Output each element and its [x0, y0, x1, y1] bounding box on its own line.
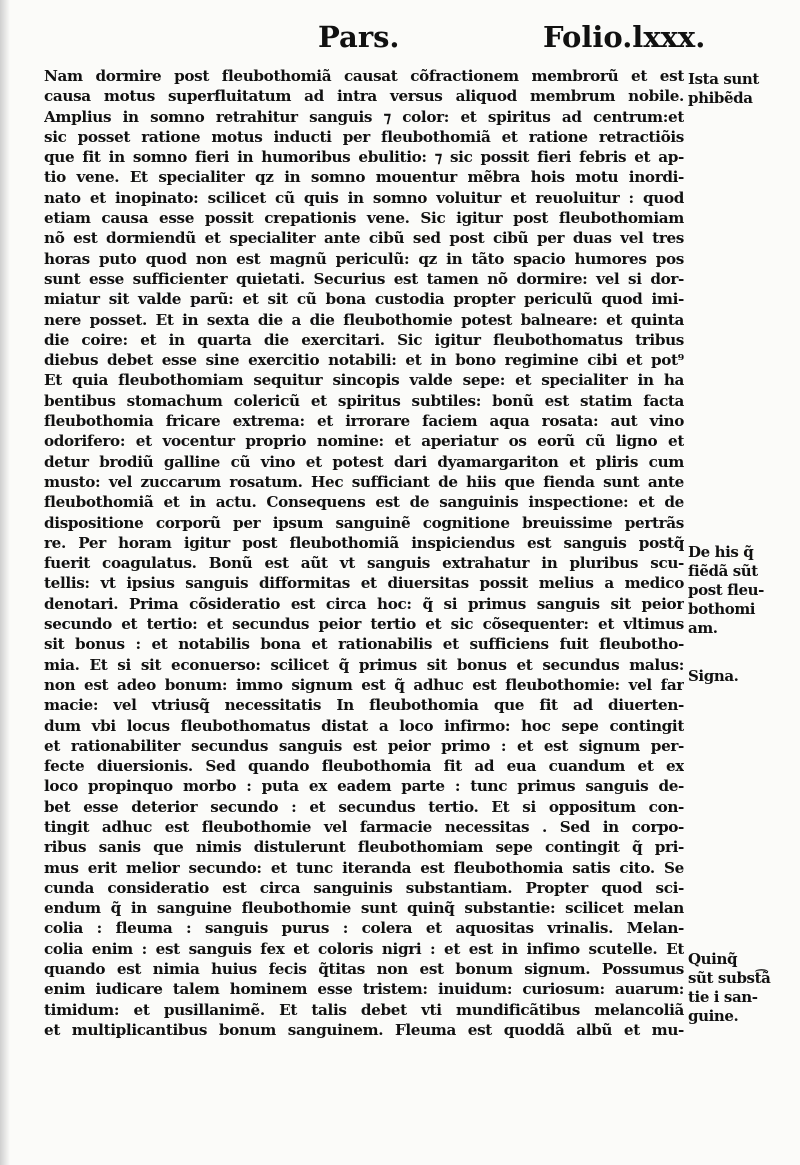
text-line: tio vene. Et specialiter qz in somno mouentur mẽbra hois motu inordi-: [44, 168, 684, 187]
text-line: diebus debet esse sine exercitio notabili: et in bono regimine cibi et pot⁹: [44, 351, 684, 370]
text-line: denotari. Prima cõsideratio est circa hoc: q̃ si primus sanguis sit peior: [44, 594, 684, 613]
text-line: dum vbi locus fleubothomatus distat a loco infirmo: hoc sepe contingit: [44, 716, 684, 735]
text-line: tellis: vt ipsius sanguis difformitas et diuersitas possit melius a medico: [44, 574, 684, 593]
margin-note-line: am.: [688, 619, 718, 637]
text-line: sit bonus : et notabilis bona et rationabilis et sufficiens fuit fleubotho-: [44, 635, 684, 654]
scan-edge-shadow: [0, 0, 10, 1165]
page-header: [0, 20, 800, 60]
text-line: que fit in somno fieri in humoribus ebulitio: ⁊ sic possit fieri febris et ap-: [44, 148, 684, 167]
text-line: loco propinquo morbo : puta ex eadem parte : tunc primus sanguis de-: [44, 777, 684, 796]
text-line: odorifero: et vocentur proprio nomine: et aperiatur os eorũ cũ ligno et: [44, 432, 684, 451]
text-line: Amplius in somno retrahitur sanguis ⁊ color: et spiritus ad centrum:et: [44, 107, 684, 126]
text-line: timidum: et pusillanimẽ. Et talis debet vti mundificãtibus melancoliã: [44, 1000, 684, 1019]
margin-note-2: [688, 543, 798, 638]
text-line: et rationabiliter secundus sanguis est peior primo : et est signum per-: [44, 736, 684, 755]
text-line: etiam causa esse possit crepationis vene. Sic igitur post fleubothomiam: [44, 209, 684, 228]
margin-note-line: phibẽda: [688, 89, 753, 107]
text-line: miatur sit valde parũ: et sit cũ bona custodia propter periculũ quod imi-: [44, 290, 684, 309]
text-line: mia. Et si sit econuerso: scilicet q̃ primus sit bonus et secundus malus:: [44, 655, 684, 674]
header-pars: Pars.: [318, 20, 400, 54]
text-line: colia : fleuma : sanguis purus : colera et aquositas vrinalis. Melan-: [44, 919, 684, 938]
margin-note-4: [688, 950, 798, 1026]
text-line: tingit adhuc est fleubothomie vel farmacie necessitas . Sed in corpo-: [44, 817, 684, 836]
text-line: et multiplicantibus bonum sanguinem. Fleuma est quoddã albũ et mu-: [44, 1020, 684, 1039]
text-line: colia enim : est sanguis fex et coloris nigri : et est in infimo scutelle. Et: [44, 939, 684, 958]
margin-note-line: Quinq̃: [688, 950, 738, 968]
text-line: secundo et tertio: et secundus peior tertio et sic cõsequenter: et vltimus: [44, 615, 684, 634]
text-line: nõ est dormiendũ et specialiter ante cibũ sed post cibũ per duas vel tres: [44, 229, 684, 248]
text-line: musto: vel zuccarum rosatum. Hec sufficiant de hiis que fienda sunt ante: [44, 472, 684, 491]
text-line: Nam dormire post fleubothomiã causat cõfractionem membrorũ et est: [44, 67, 684, 85]
main-text-column: [44, 66, 684, 1040]
text-line: sunt esse sufficienter quietati. Securius est tamen nõ dormire: vel si dor-: [44, 269, 684, 288]
margin-note-line: sũt subst͡ã: [688, 969, 771, 987]
text-line: bentibus stomachum colericũ et spiritus subtiles: bonũ est statim facta: [44, 391, 684, 410]
text-line: non est adeo bonum: immo signum est q̃ adhuc est fleubothomie: vel far: [44, 675, 684, 694]
text-line: causa motus superfluitatum ad intra versus aliquod membrum nobile.: [44, 87, 684, 106]
margin-note-1: [688, 70, 798, 108]
text-line: fuerit coagulatus. Bonũ est aũt vt sanguis extrahatur in pluribus scu-: [44, 554, 684, 573]
text-line: nere posset. Et in sexta die a die fleubothomie potest balneare: et quinta: [44, 310, 684, 329]
text-line: cunda consideratio est circa sanguinis substantiam. Propter quod sci-: [44, 878, 684, 897]
text-line: bet esse deterior secundo : et secundus tertio. Et si oppositum con-: [44, 797, 684, 816]
margin-note-line: fiẽdã sũt: [688, 562, 758, 580]
margin-note-line: bothomi: [688, 600, 756, 618]
margin-note-3: [688, 667, 798, 686]
margin-note-line: Ista sunt: [688, 70, 759, 88]
text-line: enim iudicare talem hominem esse tristem: inuidum: curiosum: auarum:: [44, 980, 684, 999]
text-line: detur brodiũ galline cũ vino et potest dari dyamargariton et pliris cum: [44, 452, 684, 471]
text-line: die coire: et in quarta die exercitari. Sic igitur fleubothomatus tribus: [44, 330, 684, 349]
header-folio-number: Folio.lxxx.: [543, 20, 706, 54]
text-line: endum q̃ in sanguine fleubothomie sunt quinq̃ substantie: scilicet melan: [44, 899, 684, 918]
margin-note-line: post fleu-: [688, 581, 764, 599]
text-line: dispositione corporũ per ipsum sanguinẽ cognitione breuissime pertrãs: [44, 513, 684, 532]
text-line: fleubothomia fricare extrema: et irrorare faciem aqua rosata: aut vino: [44, 412, 684, 431]
text-line: sic posset ratione motus inducti per fleubothomiã et ratione retractiõis: [44, 127, 684, 146]
margin-note-line: De his q̃: [688, 543, 754, 561]
text-line: quando est nimia huius fecis q̃titas non est bonum signum. Possumus: [44, 960, 684, 979]
text-line: Et quia fleubothomiam sequitur sincopis valde sepe: et specialiter in ha: [44, 371, 684, 390]
margin-note-line: tie i san-: [688, 988, 758, 1006]
margin-note-line: guine.: [688, 1007, 739, 1025]
text-line: nato et inopinato: scilicet cũ quis in somno voluitur et reuoluitur : quod: [44, 188, 684, 207]
text-line: horas puto quod non est magnũ periculũ: qz in tãto spacio humores pos: [44, 249, 684, 268]
text-line: fleubothomiã et in actu. Consequens est de sanguinis inspectione: et de: [44, 493, 684, 512]
text-line: macie: vel vtriusq̃ necessitatis In fleubothomia que fit ad diuerten-: [44, 696, 684, 715]
text-line: ribus sanis que nimis distulerunt fleubothomiam sepe contingit q̃ pri-: [44, 838, 684, 857]
margin-note-line: Signa.: [688, 667, 739, 685]
text-line: re. Per horam igitur post fleubothomiã inspiciendus est sanguis postq̃: [44, 533, 684, 552]
text-line: fecte diuersionis. Sed quando fleubothomia fit ad eua cuandum et ex: [44, 757, 684, 776]
text-line: mus erit melior secundo: et tunc iteranda est fleubothomia satis cito. Se: [44, 858, 684, 877]
